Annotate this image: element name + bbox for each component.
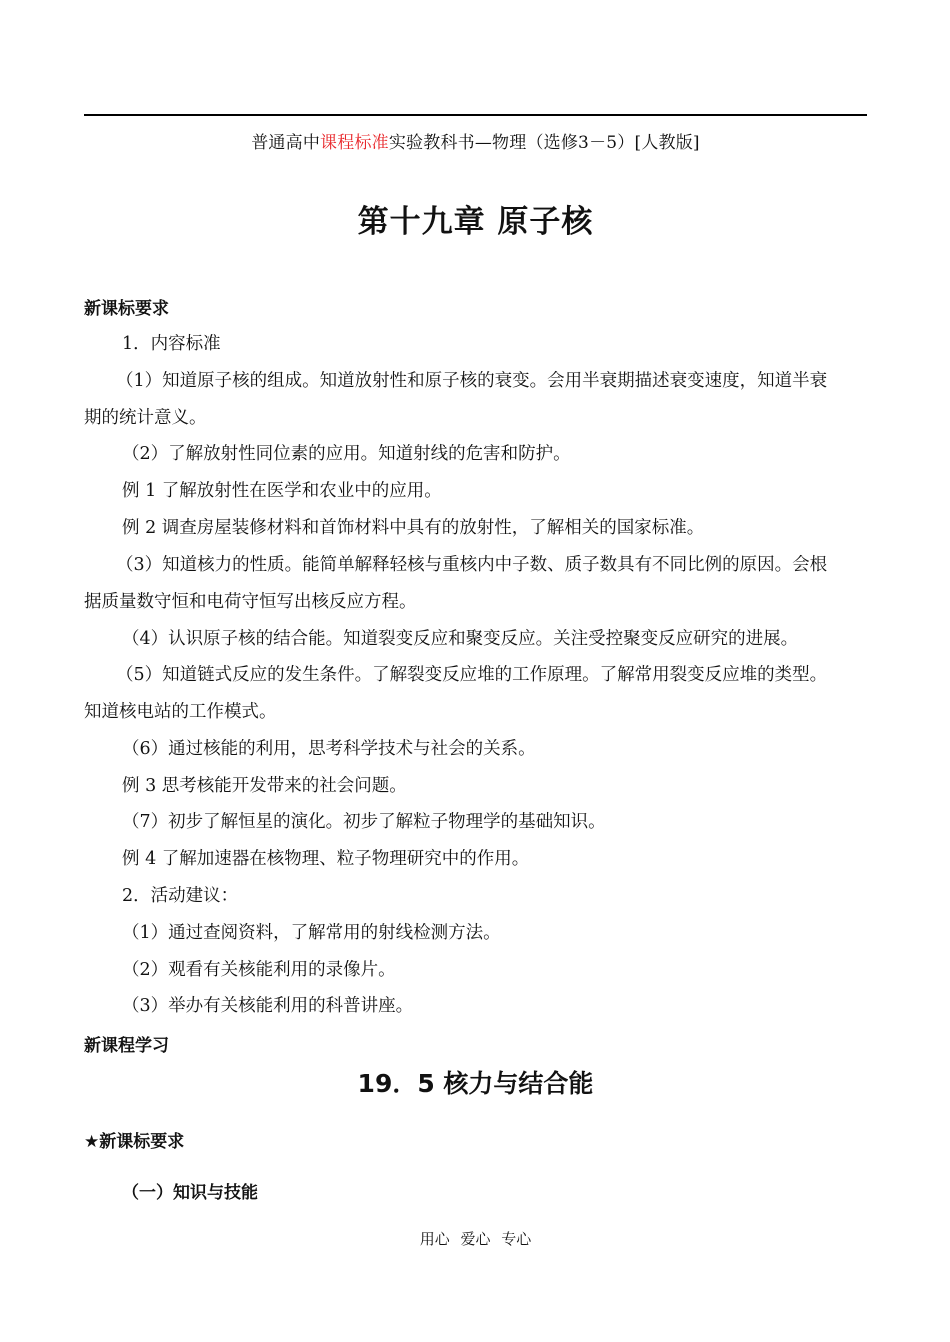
content-line: 1．内容标准 [122, 334, 221, 354]
header-highlight: 课程标准 [320, 133, 389, 153]
content-line: （4）认识原子核的结合能。知道裂变反应和聚变反应。关注受控聚变反应研究的进展。 [122, 629, 799, 649]
content-line: （3）举办有关核能利用的科普讲座。 [122, 996, 414, 1016]
requirements-heading: 新课标要求 [84, 299, 169, 319]
study-heading: 新课程学习 [84, 1036, 169, 1056]
header-text-1: 普通高中 [251, 133, 321, 153]
page-footer: 用心 爱心 专心 [419, 1230, 532, 1248]
content-line: 2．活动建议： [122, 886, 239, 906]
content-line: （2）了解放射性同位素的应用。知道射线的危害和防护。 [122, 444, 571, 464]
content-line: 知道核电站的工作模式。 [84, 702, 277, 722]
header-rule [84, 114, 867, 116]
content-line: 例 4 了解加速器在核物理、粒子物理研究中的作用。 [122, 849, 530, 869]
star-requirements-heading: ★新课标要求 [84, 1132, 185, 1152]
content-line: （7）初步了解恒星的演化。初步了解粒子物理学的基础知识。 [122, 812, 606, 832]
content-line: （3）知道核力的性质。能简单解释轻核与重核内中子数、质子数具有不同比例的原因。会根 [116, 555, 828, 575]
content-line: （2）观看有关核能利用的录像片。 [122, 960, 396, 980]
content-line: （1）通过查阅资料，了解常用的射线检测方法。 [122, 923, 501, 943]
content-line: 例 2 调查房屋装修材料和首饰材料中具有的放射性，了解相关的国家标准。 [122, 518, 705, 538]
content-line: 据质量数守恒和电荷守恒写出核反应方程。 [84, 592, 417, 612]
chapter-title: 第十九章 原子核 [357, 204, 594, 240]
content-line: （6）通过核能的利用，思考科学技术与社会的关系。 [122, 739, 536, 759]
content-line: 例 3 思考核能开发带来的社会问题。 [122, 776, 407, 796]
page-header [84, 128, 867, 153]
content-line: （5）知道链式反应的发生条件。了解裂变反应堆的工作原理。了解常用裂变反应堆的类型。 [116, 665, 828, 685]
content-line: （1）知道原子核的组成。知道放射性和原子核的衰变。会用半衰期描述衰变速度，知道半衰 [116, 371, 828, 391]
section-title: 19．5 核力与结合能 [357, 1069, 594, 1098]
content-line: 期的统计意义。 [84, 408, 207, 428]
header-text-2: 实验教科书—物理（选修3－5）[人教版] [388, 133, 700, 153]
knowledge-heading: （一）知识与技能 [122, 1183, 258, 1203]
content-line: 例 1 了解放射性在医学和农业中的应用。 [122, 481, 442, 501]
